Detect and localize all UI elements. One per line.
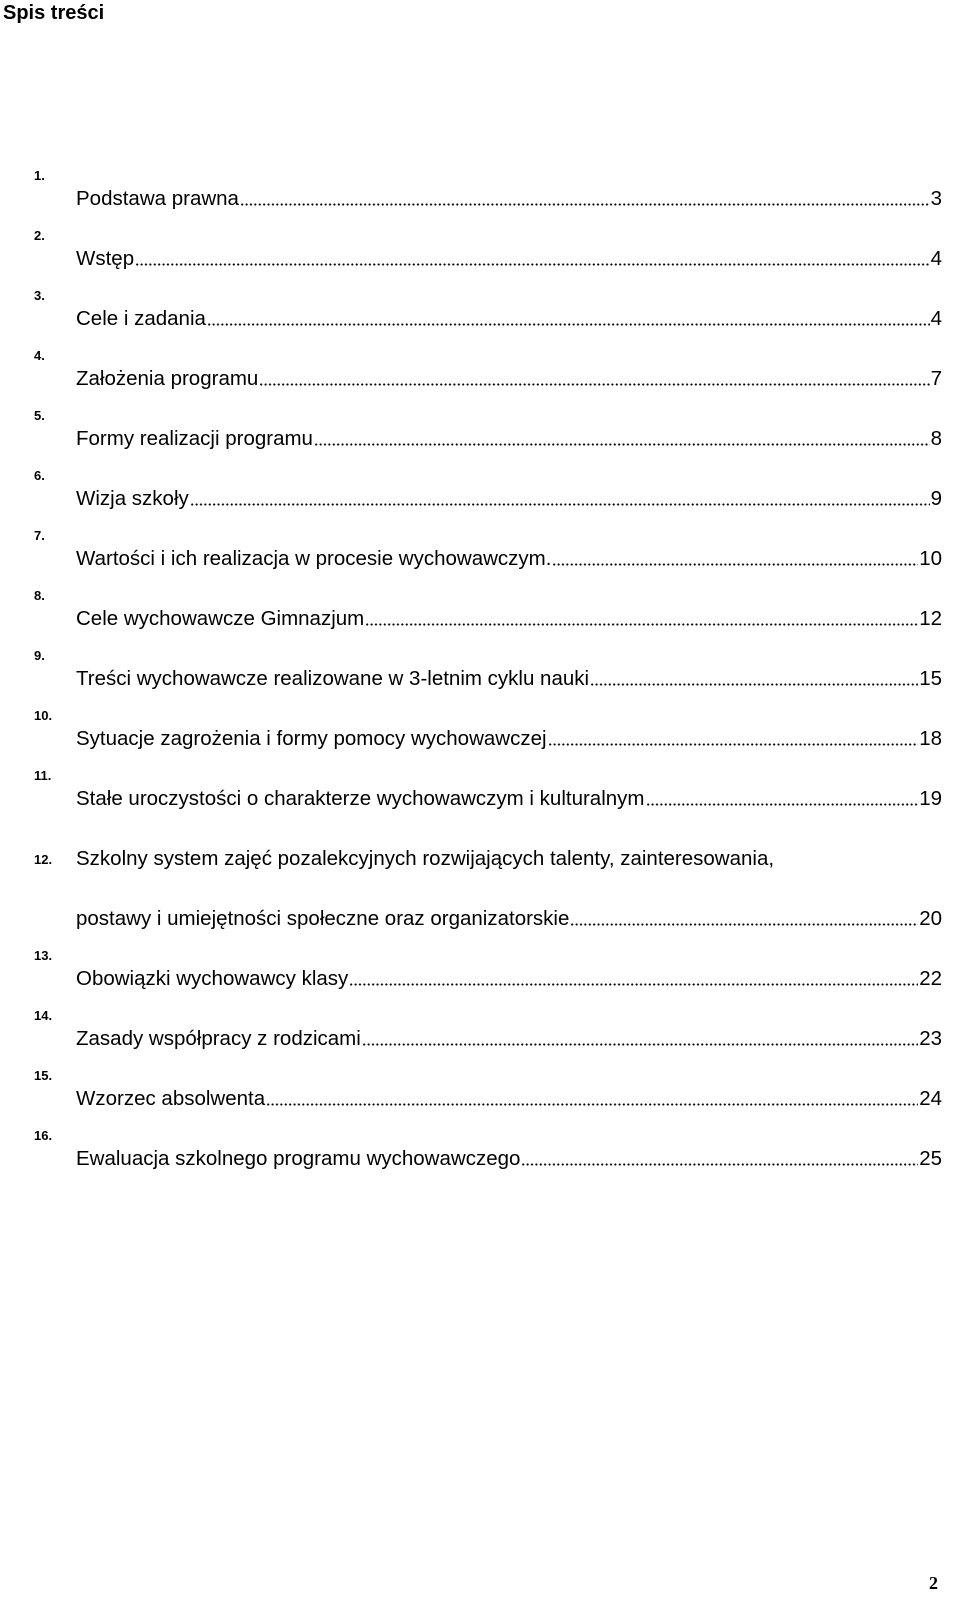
- toc-entry-page[interactable]: 7: [930, 367, 942, 390]
- toc-entry-title[interactable]: Cele i zadania: [76, 307, 206, 330]
- toc-entry-number: 9.: [34, 648, 45, 663]
- toc-entry-number: 12.: [34, 852, 53, 867]
- toc-entry-title[interactable]: Stałe uroczystości o charakterze wychowawczym i kulturalnym: [76, 787, 645, 810]
- toc-entry-title[interactable]: Wstęp: [76, 247, 135, 270]
- toc-entry-number: 6.: [34, 468, 45, 483]
- toc-dot-leader: [259, 383, 929, 386]
- toc-entry-page[interactable]: 10: [919, 547, 942, 570]
- toc-entry-page[interactable]: 23: [919, 1027, 942, 1050]
- toc-entry-page[interactable]: 25: [919, 1147, 942, 1170]
- toc-dot-leader: [570, 923, 918, 926]
- toc-entry-title[interactable]: Formy realizacji programu: [76, 427, 313, 450]
- page-title: Spis treści: [3, 2, 105, 24]
- toc-entry-title[interactable]: Założenia programu: [76, 367, 259, 390]
- toc-entry-number: 14.: [34, 1008, 53, 1023]
- toc-entry-title[interactable]: Zasady współpracy z rodzicami: [76, 1027, 361, 1050]
- toc-entry-title[interactable]: Sytuacje zagrożenia i formy pomocy wychowawczej: [76, 727, 547, 750]
- toc-entry-page[interactable]: 24: [919, 1087, 942, 1110]
- page-number: 2: [929, 1573, 938, 1593]
- toc-entry-number: 1.: [34, 168, 45, 183]
- toc-entry-page[interactable]: 12: [919, 607, 942, 630]
- toc-dot-leader: [266, 1103, 918, 1106]
- toc-dot-leader: [548, 743, 919, 746]
- toc-entry-number: 15.: [34, 1068, 53, 1083]
- toc-dot-leader: [521, 1163, 918, 1166]
- toc-dot-leader: [240, 203, 930, 206]
- toc-entry-title-line-2[interactable]: postawy i umiejętności społeczne oraz organizatorskie: [76, 907, 570, 930]
- toc-entry-page[interactable]: 4: [930, 247, 942, 270]
- toc-entry-number: 2.: [34, 228, 45, 243]
- toc-entry-title[interactable]: Obowiązki wychowawcy klasy: [76, 967, 349, 990]
- toc-entry-title[interactable]: Wizja szkoły: [76, 487, 189, 510]
- toc-entry-page[interactable]: 22: [919, 967, 942, 990]
- toc-entry-page[interactable]: 20: [919, 907, 942, 930]
- toc-entry-number: 4.: [34, 348, 45, 363]
- toc-entry-title[interactable]: Wzorzec absolwenta: [76, 1087, 266, 1110]
- toc-dot-leader: [365, 623, 918, 626]
- toc-dot-leader: [590, 683, 918, 686]
- toc-entry-page[interactable]: 9: [930, 487, 942, 510]
- toc-dot-leader: [552, 563, 918, 566]
- toc-entry-title-line-1[interactable]: Szkolny system zajęć pozalekcyjnych rozwijających talenty, zainteresowania,: [76, 847, 775, 870]
- toc-entry-number: 11.: [34, 768, 52, 783]
- toc-entry-number: 10.: [34, 708, 53, 723]
- toc-dot-leader: [207, 323, 930, 326]
- toc-dot-leader: [362, 1043, 918, 1046]
- toc-entry-page[interactable]: 15: [919, 667, 942, 690]
- toc-entry-page[interactable]: 3: [930, 187, 942, 210]
- toc-entry-title[interactable]: Wartości i ich realizacja w procesie wychowawczym.: [76, 547, 552, 570]
- toc-entry-number: 5.: [34, 408, 45, 423]
- toc-dot-leader: [349, 983, 918, 986]
- toc-entry-page[interactable]: 18: [919, 727, 942, 750]
- toc-dot-leader: [314, 443, 930, 446]
- toc-entry-number: 7.: [34, 528, 45, 543]
- toc-entry-page[interactable]: 19: [919, 787, 942, 810]
- toc-entry-12[interactable]: [34, 846, 942, 932]
- toc-entry-number: 8.: [34, 588, 45, 603]
- toc-entry-number: 13.: [34, 948, 53, 963]
- toc-entry-page[interactable]: 4: [930, 307, 942, 330]
- toc-dot-leader: [646, 803, 919, 806]
- toc-entry-number: 16.: [34, 1128, 53, 1143]
- toc-dot-leader: [135, 263, 929, 266]
- toc-entry-title[interactable]: Podstawa prawna: [76, 187, 239, 210]
- toc-entry-title[interactable]: Ewaluacja szkolnego programu wychowawczego: [76, 1147, 521, 1170]
- toc-entry-number: 3.: [34, 288, 45, 303]
- toc-entry-title[interactable]: Cele wychowawcze Gimnazjum: [76, 607, 365, 630]
- toc-entry-page[interactable]: 8: [930, 427, 942, 450]
- toc-dot-leader: [190, 503, 930, 506]
- toc-entry-title[interactable]: Treści wychowawcze realizowane w 3-letnim cyklu nauki: [76, 667, 590, 690]
